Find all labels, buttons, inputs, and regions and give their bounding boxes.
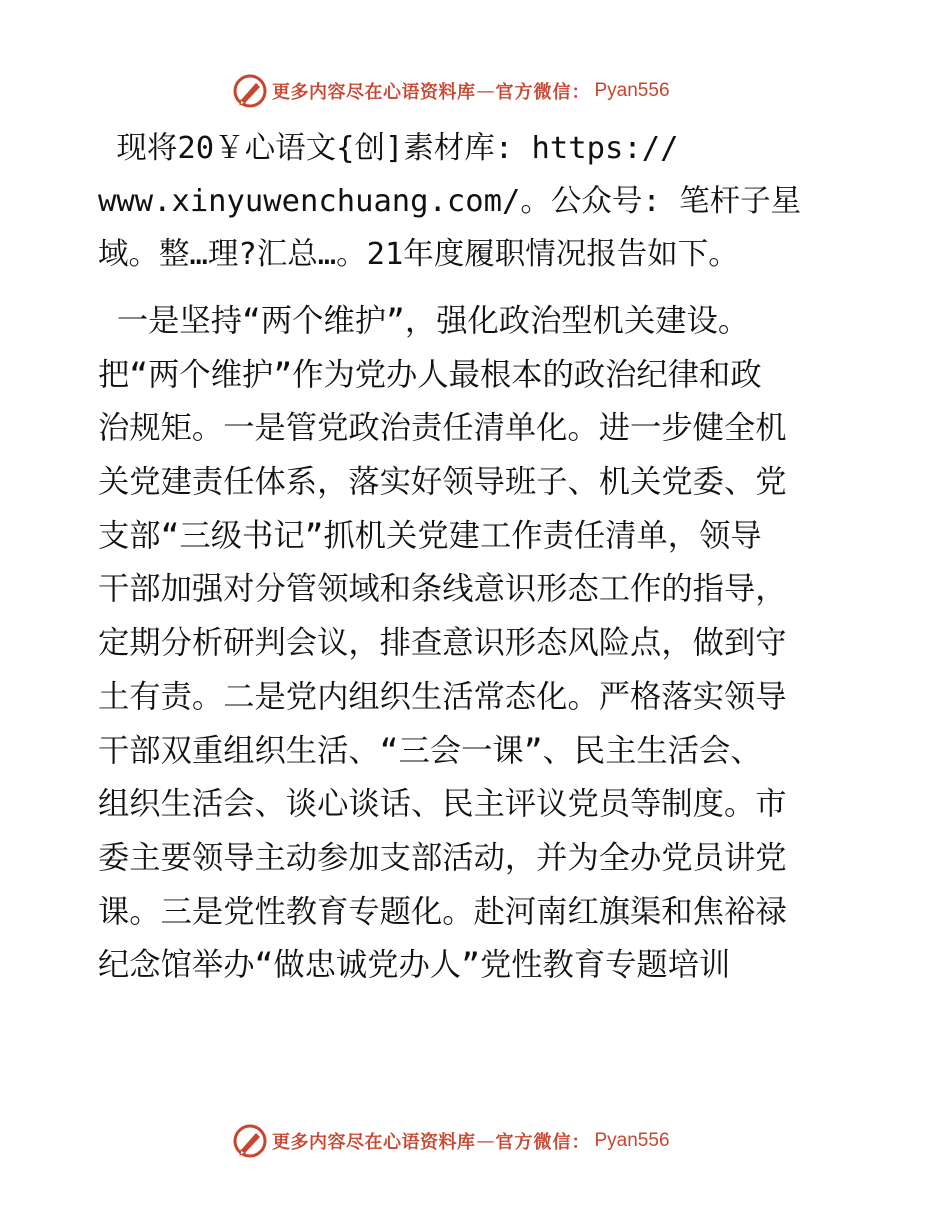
text-line: 课。三是党性教育专题化。赴河南红旗渠和焦裕禄 (98, 893, 787, 930)
watermark-text: 更多内容尽在心语资料库 (272, 82, 476, 103)
text-line: 把“两个维护”作为党办人最根本的政治纪律和政 (98, 356, 762, 393)
text-line: 治规矩。一是管党政治责任清单化。进一步健全机 (98, 410, 787, 447)
text-line: 干部双重组织生活、“三会一课”、民主生活会、 (98, 732, 762, 769)
pen-logo-icon (232, 73, 268, 109)
pen-logo-icon (232, 1123, 268, 1159)
wechat-label: 官方微信： (495, 82, 591, 103)
text-line: 现将20￥心语文{创]素材库: https:// (98, 131, 679, 166)
text-line: 纪念馆举办“做忠诚党办人”党性教育专题培训 (98, 947, 731, 984)
watermark-banner-top (232, 71, 670, 111)
text-line: 定期分析研判会议，排查意识形态风险点，做到守 (98, 625, 787, 662)
watermark-separator: — (476, 80, 495, 102)
wechat-id: Pyan556 (594, 80, 670, 101)
watermark-separator: — (476, 1130, 495, 1152)
document-body (98, 122, 858, 993)
wechat-label: 官方微信： (495, 1132, 591, 1153)
wechat-id: Pyan556 (594, 1130, 670, 1151)
text-line: 支部“三级书记”抓机关党建工作责任清单，领导 (98, 517, 762, 554)
text-line: 土有责。二是党内组织生活常态化。严格落实领导 (98, 678, 787, 715)
paragraph-intro (98, 122, 858, 281)
text-line: 关党建责任体系，落实好领导班子、机关党委、党 (98, 464, 787, 501)
watermark-text: 更多内容尽在心语资料库 (272, 1132, 476, 1153)
paragraph-main (98, 295, 858, 993)
text-line: 委主要领导主动参加支部活动，并为全办党员讲党 (98, 839, 787, 876)
text-line: www.xinyuwenchuang.com/。公众号: 笔杆子星 (98, 184, 802, 219)
text-line: 干部加强对分管领域和条线意识形态工作的指导， (98, 571, 787, 608)
text-line: 域。整…理?汇总…。21年度履职情况报告如下。 (98, 237, 739, 272)
watermark-banner-bottom (232, 1121, 670, 1161)
text-line: 一是坚持“两个维护”，强化政治型机关建设。 (98, 303, 750, 339)
text-line: 组织生活会、谈心谈话、民主评议党员等制度。市 (98, 786, 787, 823)
